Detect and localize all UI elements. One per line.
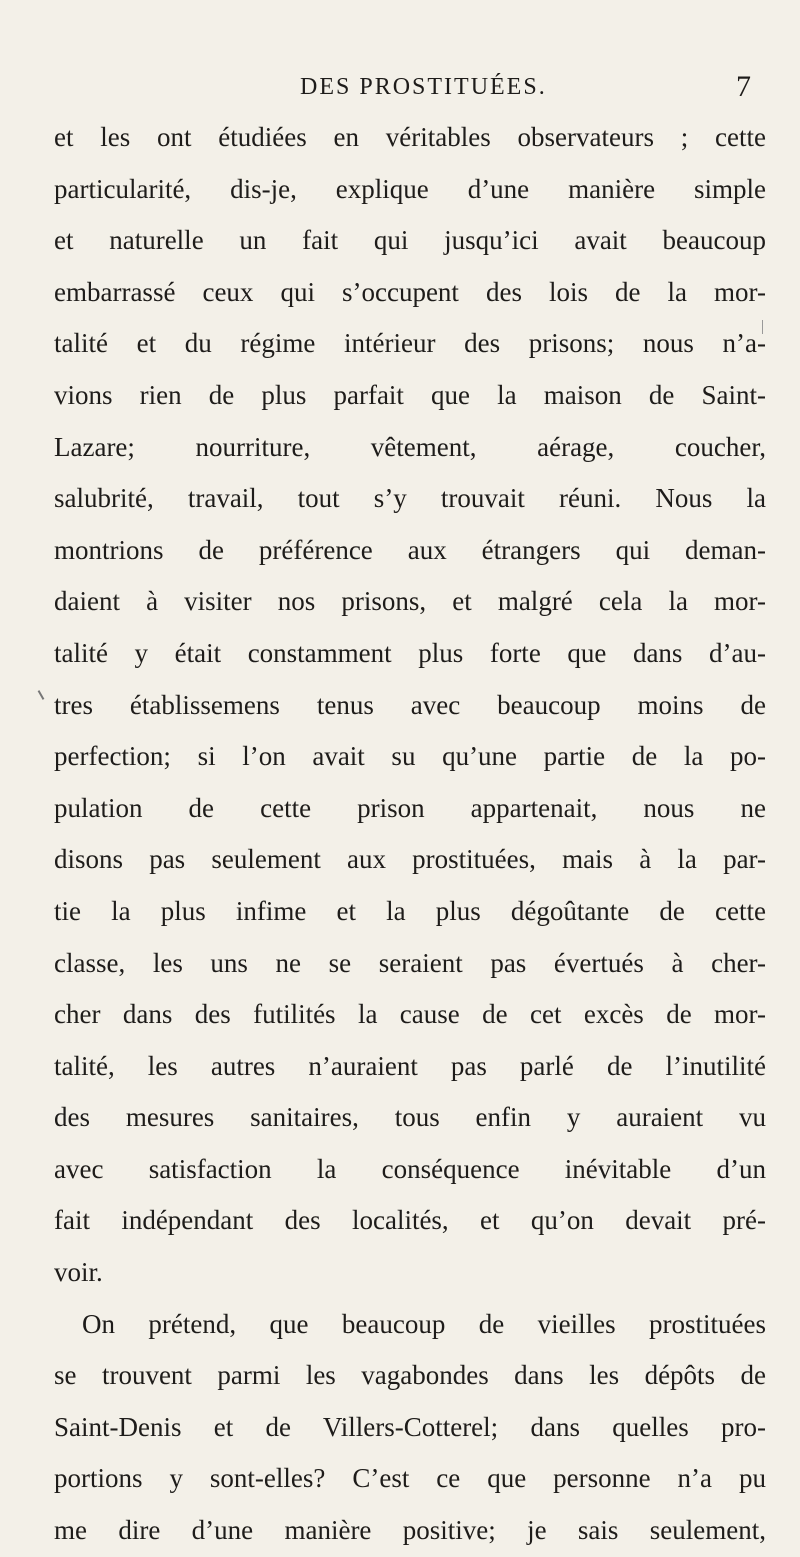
text-line: talité et du régime intérieur des prisons; nous n’a- bbox=[54, 328, 766, 359]
text-line: vions rien de plus parfait que la maison de Saint- bbox=[54, 379, 766, 410]
text-line: me dire d’une manière positive; je sais seulement, bbox=[54, 1515, 766, 1546]
text-line: cher dans des futilités la cause de cet excès de mor- bbox=[54, 999, 766, 1030]
text-line: talité y était constamment plus forte que dans d’au- bbox=[54, 637, 766, 668]
body-text bbox=[54, 112, 766, 1557]
running-head bbox=[0, 70, 800, 110]
text-line: Saint-Denis et de Villers-Cotterel; dans quelles pro- bbox=[54, 1411, 766, 1442]
text-line: salubrité, travail, tout s’y trouvait réuni. Nous la bbox=[54, 483, 766, 514]
text-line: Lazare; nourriture, vêtement, aérage, coucher, bbox=[54, 431, 766, 462]
text-line: avec satisfaction la conséquence inévitable d’un bbox=[54, 1153, 766, 1184]
margin-mark bbox=[38, 690, 45, 700]
running-title: DES PROSTITUÉES. bbox=[300, 74, 547, 100]
text-line: voir. bbox=[54, 1257, 103, 1288]
text-line: et les ont étudiées en véritables observateurs ; cette bbox=[54, 122, 766, 152]
page-number: 7 bbox=[736, 70, 751, 103]
text-line: disons pas seulement aux prostituées, mais à la par- bbox=[54, 844, 766, 875]
text-line: pulation de cette prison appartenait, nous ne bbox=[54, 792, 766, 823]
text-line: tres établissemens tenus avec beaucoup moins de bbox=[54, 689, 766, 720]
text-line: fait indépendant des localités, et qu’on devait pré- bbox=[54, 1205, 766, 1236]
text-line: classe, les uns ne se seraient pas évertués à cher- bbox=[54, 947, 766, 978]
text-line: montrions de préférence aux étrangers qui deman- bbox=[54, 534, 766, 565]
text-line: des mesures sanitaires, tous enfin y auraient vu bbox=[54, 1102, 766, 1133]
text-line: tie la plus infime et la plus dégoûtante de cette bbox=[54, 895, 766, 926]
text-line: se trouvent parmi les vagabondes dans les dépôts de bbox=[54, 1360, 766, 1391]
text-line: daient à visiter nos prisons, et malgré cela la mor- bbox=[54, 586, 766, 617]
text-line: particularité, dis-je, explique d’une manière simple bbox=[54, 173, 766, 204]
text-line: perfection; si l’on avait su qu’une partie de la po- bbox=[54, 741, 766, 772]
text-line: embarrassé ceux qui s’occupent des lois de la mor- bbox=[54, 276, 766, 307]
text-line: talité, les autres n’auraient pas parlé de l’inutilité bbox=[54, 1050, 766, 1081]
text-line: On prétend, que beaucoup de vieilles prostituées bbox=[82, 1308, 766, 1339]
text-line: et naturelle un fait qui jusqu’ici avait beaucoup bbox=[54, 225, 766, 256]
text-line: portions y sont-elles? C’est ce que personne n’a pu bbox=[54, 1463, 766, 1494]
